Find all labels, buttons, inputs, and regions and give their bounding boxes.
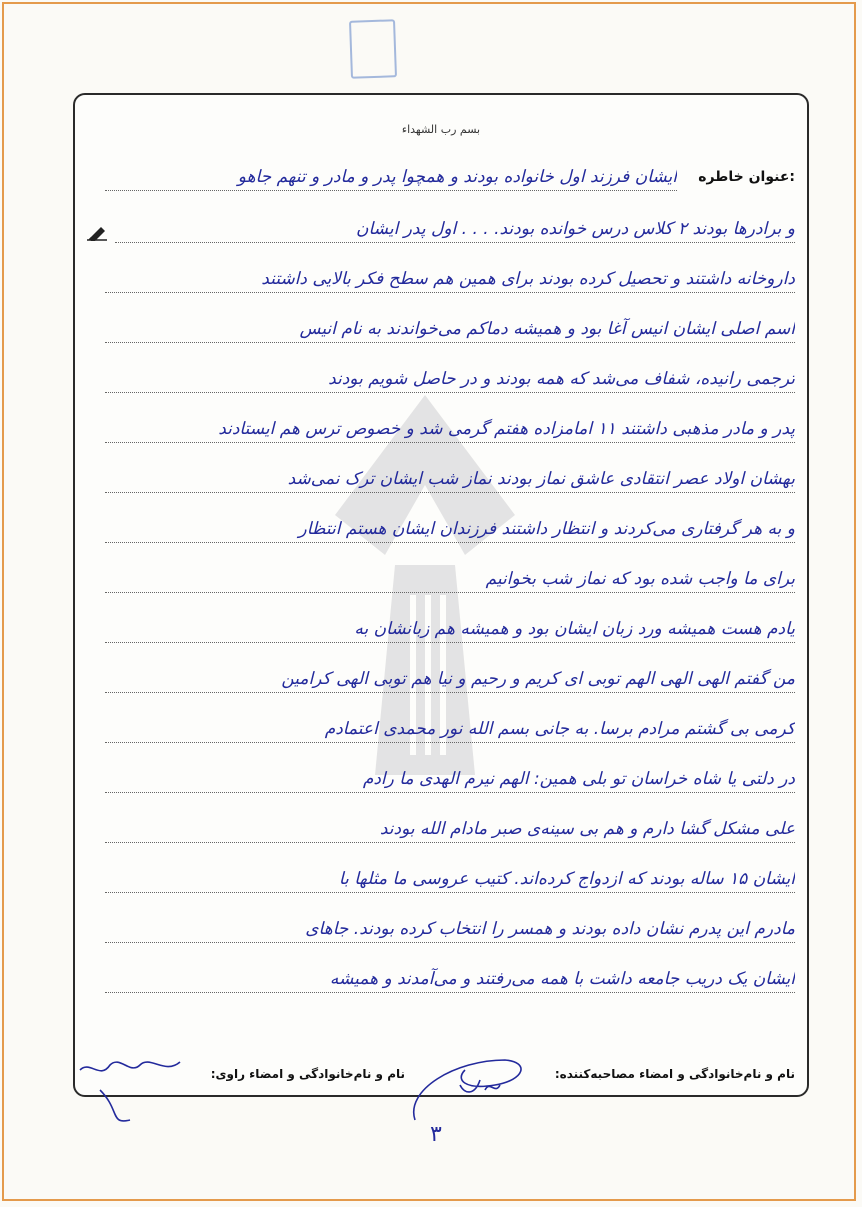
memory-line-12: در دلتی یا شاه خراسان تو بلی همین: الهم نیرم الهدی ما رادم [105, 767, 795, 793]
memory-line-4: ترجمی رانیده، شفاف می‌شد که همه بودند و در حاصل شویم بودند [105, 367, 795, 393]
memory-line-13: علی مشکل گشا دارم و هم بی سینه‌ی صبر مادام الله بودند [105, 817, 795, 843]
memory-line-9: یادم هست همیشه ورد زبان ایشان بود و همیشه هم زبانشان به [105, 617, 795, 643]
archive-stamp [349, 19, 397, 79]
stamp-line-2 [351, 29, 393, 30]
memory-line-2: داروخانه داشتند و تحصیل کرده بودند برای همین هم سطح فکر بالایی داشتند [105, 267, 795, 293]
interviewer-signature-icon [395, 1040, 535, 1130]
memory-form [73, 93, 809, 1097]
memory-line-15: مادرم این پدرم نشان داده بودند و همسر را انتخاب کرده بودند. جاهای [105, 917, 795, 943]
memory-line-7: و به هر گرفتاری می‌کردند و انتظار داشتند فرزندان ایشان هستم انتظار [105, 517, 795, 543]
memory-line-8: برای ما واجب شده بود که نماز شب بخوانیم [105, 567, 795, 593]
memory-line-1: و برادرها بودند ۲ کلاس درس خوانده بودند. . . . اول پدر ایشان [115, 217, 795, 243]
form-heading: بسم رب الشهداء [401, 123, 481, 136]
memory-line-5: پدر و مادر مذهبی داشتند ۱۱ امامزاده هفتم گرمی شد و خصوص ترس هم ایستادند [105, 417, 795, 443]
memory-title-value: ایشان فرزند اول خانواده بودند و همچوا پدر و مادر و تنهم جاهو [105, 165, 677, 191]
memory-line-14: ایشان ۱۵ ساله بودند که ازدواج کرده‌اند. کتیب عروسی ما مثلها با [105, 867, 795, 893]
memory-line-11: کرمی بی گشتم مرادم برسا. به جانی بسم الله نور محمدی اعتمادم [105, 717, 795, 743]
narrator-signature-label: نام و نام‌خانوادگی و امضاء راوی: [210, 1067, 405, 1081]
pen-icon [87, 225, 107, 241]
interviewer-signature-label: نام و نام‌خانوادگی و امضاء مصاحبه‌کننده: [554, 1067, 795, 1081]
page-number: ۳ [430, 1122, 442, 1147]
memory-line-16: ایشان یک دریب جامعه داشت با همه می‌رفتند و می‌آمدند و همیشه [105, 967, 795, 993]
memory-title-label: عنوان خاطره: [698, 169, 795, 185]
memory-line-6: بهشان اولاد عصر انتقادی عاشق نماز بودند نماز شب ایشان ترک نمی‌شد [105, 467, 795, 493]
narrator-signature-icon [70, 1050, 210, 1130]
memory-line-3: اسم اصلی ایشان انیس آغا بود و همیشه دماکم می‌خواندند به نام انیس [105, 317, 795, 343]
stamp-line-1 [351, 29, 393, 30]
memory-line-10: من گفتم الهی الهی الهم توبی ای کریم و رحیم و نیا هم توبی الهی کرامین [105, 667, 795, 693]
